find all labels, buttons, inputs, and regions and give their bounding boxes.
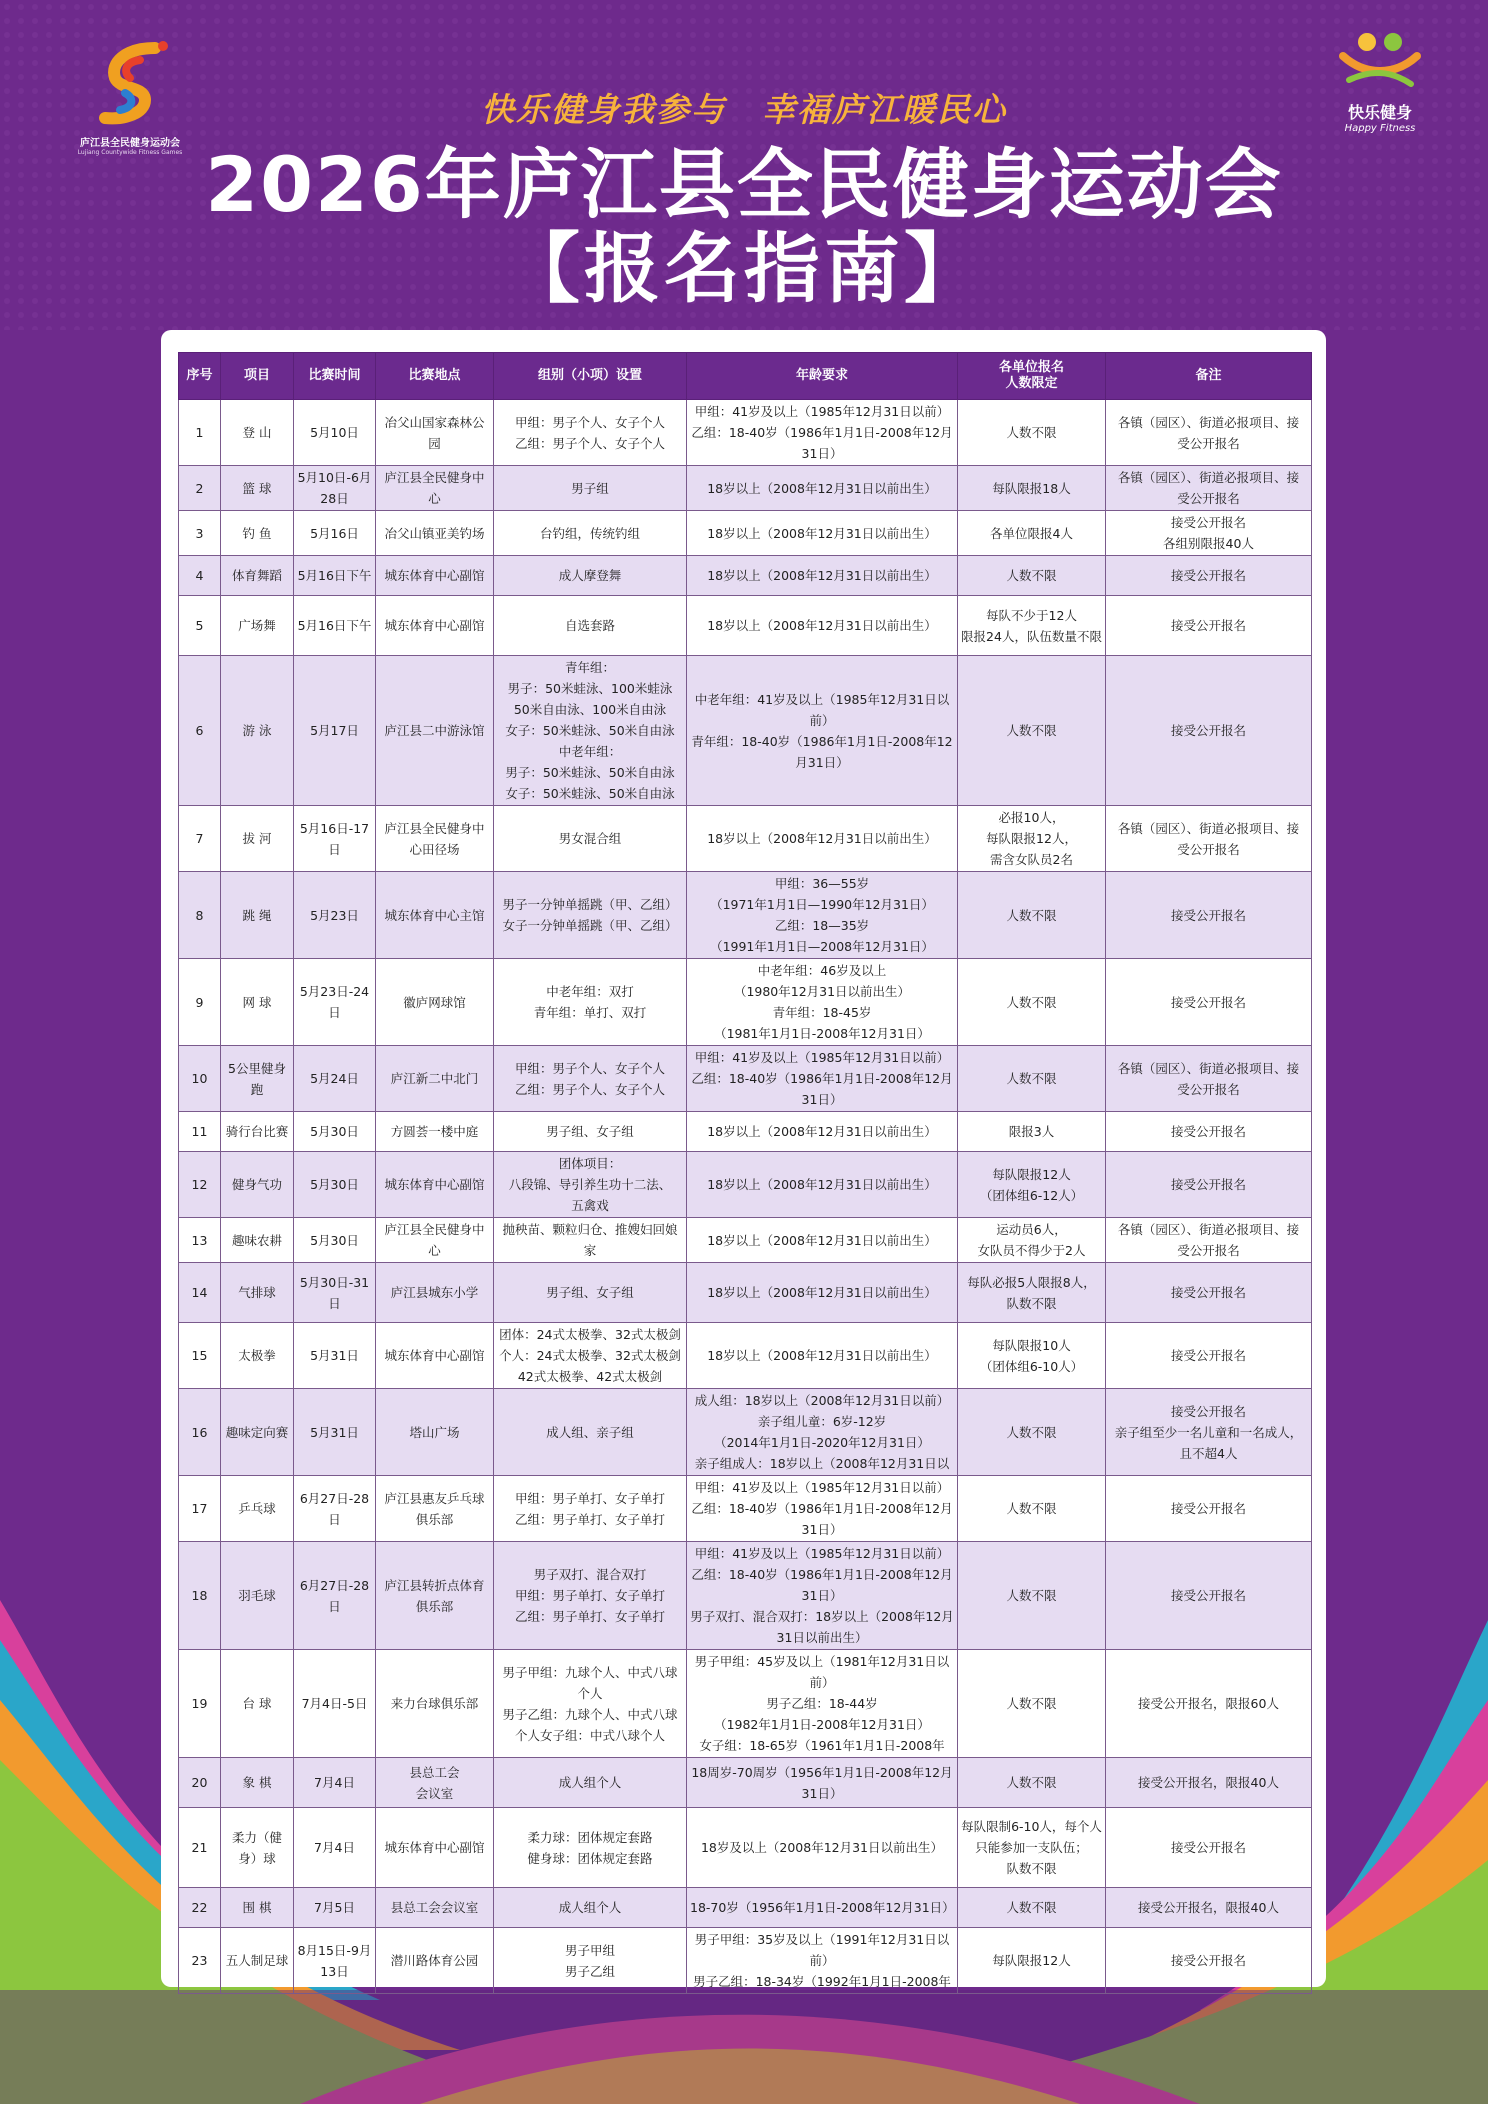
cell-col-age: 甲组：36—55岁 （1971年1月1日—1990年12月31日） 乙组：18—35岁 （1991年1月1日—2008年12月31日） [687,872,958,959]
header-col-venue: 比赛地点 [376,353,494,400]
cell-col-index: 22 [179,1888,221,1928]
cell-col-groups: 团体：24式太极拳、32式太极剑 个人：24式太极拳、32式太极剑 42式太极拳、42式太极剑 [494,1323,687,1389]
games-logo-label: 庐江县全民健身运动会 [80,138,180,149]
cell-col-date: 5月31日 [294,1389,376,1476]
cell-col-groups: 男子组、女子组 [494,1112,687,1152]
cell-col-groups: 甲组：男子单打、女子单打 乙组：男子单打、女子单打 [494,1476,687,1542]
cell-col-venue: 庐江县全民健身中 心田径场 [376,806,494,872]
cell-col-index: 9 [179,959,221,1046]
happy-fitness-label: 快乐健身 [1347,103,1412,122]
cell-col-venue: 城东体育中心副馆 [376,596,494,656]
table-row [179,1888,1312,1928]
cell-col-venue: 徽庐网球馆 [376,959,494,1046]
cell-col-event: 网 球 [221,959,294,1046]
cell-col-event: 乒乓球 [221,1476,294,1542]
cell-col-groups: 甲组：男子个人、女子个人 乙组：男子个人、女子个人 [494,400,687,466]
cell-col-index: 1 [179,400,221,466]
cell-col-age: 18-70岁（1956年1月1日-2008年12月31日） [687,1888,958,1928]
cell-col-notes: 各镇（园区）、街道必报项目、接 受公开报名 [1106,1218,1312,1263]
cell-col-event: 游 泳 [221,656,294,806]
cell-col-venue: 庐江县全民健身中 心 [376,466,494,511]
cell-col-date: 5月30日-31 日 [294,1263,376,1323]
cell-col-quota: 人数不限 [958,1650,1106,1758]
cell-col-event: 五人制足球 [221,1928,294,1994]
cell-col-quota: 人数不限 [958,1046,1106,1112]
cell-col-index: 19 [179,1650,221,1758]
cell-col-groups: 中老年组：双打 青年组：单打、双打 [494,959,687,1046]
cell-col-venue: 城东体育中心副馆 [376,1152,494,1218]
cell-col-notes: 各镇（园区）、街道必报项目、接 受公开报名 [1106,466,1312,511]
cell-col-index: 5 [179,596,221,656]
cell-col-notes: 接受公开报名 [1106,959,1312,1046]
cell-col-quota: 每队限报12人 [958,1928,1106,1994]
cell-col-quota: 人数不限 [958,1389,1106,1476]
cell-col-event: 拔 河 [221,806,294,872]
cell-col-groups: 成人组个人 [494,1888,687,1928]
cell-col-venue: 庐江新二中北门 [376,1046,494,1112]
cell-col-quota: 人数不限 [958,959,1106,1046]
table-header [179,353,1312,400]
cell-col-venue: 城东体育中心副馆 [376,556,494,596]
cell-col-groups: 男子一分钟单摇跳（甲、乙组） 女子一分钟单摇跳（甲、乙组） [494,872,687,959]
cell-col-index: 14 [179,1263,221,1323]
cell-col-index: 12 [179,1152,221,1218]
cell-col-date: 8月15日-9月 13日 [294,1928,376,1994]
cell-col-notes: 接受公开报名 [1106,1542,1312,1650]
cell-col-age: 中老年组：41岁及以上（1985年12月31日以 前） 青年组：18-40岁（1986年1月1日-2008年12 月31日） [687,656,958,806]
cell-col-event: 气排球 [221,1263,294,1323]
table-row [179,806,1312,872]
cell-col-date: 5月16日 [294,511,376,556]
table-row [179,1808,1312,1888]
cell-col-index: 7 [179,806,221,872]
table-row [179,1389,1312,1476]
cell-col-venue: 方圆荟一楼中庭 [376,1112,494,1152]
cell-col-date: 5月30日 [294,1112,376,1152]
cell-col-event: 趣味定向赛 [221,1389,294,1476]
cell-col-age: 18岁以上（2008年12月31日以前出生） [687,556,958,596]
cell-col-quota: 各单位限报4人 [958,511,1106,556]
table-row [179,1928,1312,1994]
cell-col-event: 太极拳 [221,1323,294,1389]
cell-col-age: 18岁以上（2008年12月31日以前出生） [687,1112,958,1152]
cell-col-groups: 柔力球：团体规定套路 健身球：团体规定套路 [494,1808,687,1888]
header-col-notes: 备注 [1106,353,1312,400]
cell-col-date: 7月4日 [294,1808,376,1888]
cell-col-index: 20 [179,1758,221,1808]
header-col-index: 序号 [179,353,221,400]
slogan [0,84,1488,131]
header-col-quota: 各单位报名 人数限定 [958,353,1106,400]
table-header-row [179,353,1312,400]
cell-col-quota: 人数不限 [958,556,1106,596]
cell-col-groups: 台钓组，传统钓组 [494,511,687,556]
cell-col-date: 6月27日-28 日 [294,1542,376,1650]
slogan-left: 快乐健身我参与 [481,90,726,129]
cell-col-venue: 庐江县转折点体育 俱乐部 [376,1542,494,1650]
cell-col-quota: 人数不限 [958,400,1106,466]
cell-col-venue: 城东体育中心主馆 [376,872,494,959]
cell-col-date: 5月31日 [294,1323,376,1389]
cell-col-age: 甲组：41岁及以上（1985年12月31日以前） 乙组：18-40岁（1986年1月1日-2008年12月 31日） [687,1046,958,1112]
cell-col-age: 18岁以上（2008年12月31日以前出生） [687,1323,958,1389]
cell-col-notes: 接受公开报名 [1106,596,1312,656]
cell-col-age: 甲组：41岁及以上（1985年12月31日以前） 乙组：18-40岁（1986年1月1日-2008年12月 31日） 男子双打、混合双打：18岁以上（2008年12月 31日以前出生） [687,1542,958,1650]
cell-col-venue: 潜川路体育公园 [376,1928,494,1994]
table-row [179,656,1312,806]
cell-col-date: 5月16日下午 [294,596,376,656]
cell-col-index: 8 [179,872,221,959]
cell-col-date: 5月16日-17 日 [294,806,376,872]
cell-col-groups: 团体项目： 八段锦、导引养生功十二法、 五禽戏 [494,1152,687,1218]
page-subtitle: 【报名指南】 [504,224,984,313]
cell-col-event: 体育舞蹈 [221,556,294,596]
cell-col-quota: 每队限报12人 （团体组6-12人） [958,1152,1106,1218]
cell-col-quota: 人数不限 [958,872,1106,959]
cell-col-notes: 接受公开报名 [1106,1323,1312,1389]
table-row [179,1112,1312,1152]
cell-col-notes: 接受公开报名 [1106,1808,1312,1888]
cell-col-event: 跳 绳 [221,872,294,959]
table-row [179,1476,1312,1542]
cell-col-index: 15 [179,1323,221,1389]
table-row [179,1650,1312,1758]
cell-col-date: 6月27日-28 日 [294,1476,376,1542]
cell-col-date: 5月17日 [294,656,376,806]
cell-col-date: 5月10日-6月 28日 [294,466,376,511]
table-row [179,1263,1312,1323]
cell-col-venue: 县总工会会议室 [376,1888,494,1928]
cell-col-quota: 每队必报5人限报8人， 队数不限 [958,1263,1106,1323]
cell-col-notes: 接受公开报名 [1106,656,1312,806]
cell-col-venue: 城东体育中心副馆 [376,1323,494,1389]
cell-col-index: 16 [179,1389,221,1476]
cell-col-venue: 城东体育中心副馆 [376,1808,494,1888]
cell-col-index: 17 [179,1476,221,1542]
table-row [179,1323,1312,1389]
cell-col-age: 甲组：41岁及以上（1985年12月31日以前） 乙组：18-40岁（1986年1月1日-2008年12月 31日） [687,1476,958,1542]
table-row [179,1218,1312,1263]
cell-col-quota: 人数不限 [958,1542,1106,1650]
cell-col-notes: 接受公开报名，限报40人 [1106,1758,1312,1808]
cell-col-notes: 接受公开报名 各组别限报40人 [1106,511,1312,556]
cell-col-event: 柔力（健 身）球 [221,1808,294,1888]
cell-col-index: 10 [179,1046,221,1112]
cell-col-age: 甲组：41岁及以上（1985年12月31日以前） 乙组：18-40岁（1986年1月1日-2008年12月 31日） [687,400,958,466]
cell-col-age: 成人组：18岁以上（2008年12月31日以前） 亲子组儿童：6岁-12岁 （2014年1月1日-2020年12月31日） 亲子组成人：18岁以上（2008年12月31日以 [687,1389,958,1476]
cell-col-age: 中老年组：46岁及以上 （1980年12月31日以前出生） 青年组：18-45岁 （1981年1月1日-2008年12月31日） [687,959,958,1046]
cell-col-venue: 县总工会 会议室 [376,1758,494,1808]
cell-col-notes: 接受公开报名 [1106,1152,1312,1218]
cell-col-quota: 每队限报18人 [958,466,1106,511]
cell-col-event: 骑行台比赛 [221,1112,294,1152]
cell-col-age: 男子甲组：45岁及以上（1981年12月31日以 前） 男子乙组：18-44岁 （1982年1月1日-2008年12月31日） 女子组：18-65岁（1961年1月1日-2008年 [687,1650,958,1758]
header-col-date: 比赛时间 [294,353,376,400]
table-row [179,596,1312,656]
header-col-groups: 组别（小项）设置 [494,353,687,400]
cell-col-date: 5月24日 [294,1046,376,1112]
cell-col-groups: 成人组个人 [494,1758,687,1808]
cell-col-quota: 每队限制6-10人，每个人 只能参加一支队伍； 队数不限 [958,1808,1106,1888]
cell-col-date: 5月30日 [294,1218,376,1263]
cell-col-event: 台 球 [221,1650,294,1758]
table-row [179,400,1312,466]
cell-col-groups: 男子双打、混合双打 甲组：男子单打、女子单打 乙组：男子单打、女子单打 [494,1542,687,1650]
cell-col-groups: 甲组：男子个人、女子个人 乙组：男子个人、女子个人 [494,1046,687,1112]
cell-col-notes: 接受公开报名 [1106,872,1312,959]
cell-col-groups: 男子组 [494,466,687,511]
cell-col-event: 广场舞 [221,596,294,656]
cell-col-age: 18岁及以上（2008年12月31日以前出生） [687,1808,958,1888]
cell-col-age: 18周岁-70周岁（1956年1月1日-2008年12月 31日） [687,1758,958,1808]
cell-col-quota: 限报3人 [958,1112,1106,1152]
table-row [179,556,1312,596]
cell-col-notes: 接受公开报名 亲子组至少一名儿童和一名成人， 且不超4人 [1106,1389,1312,1476]
cell-col-venue: 冶父山镇亚美钓场 [376,511,494,556]
cell-col-venue: 来力台球俱乐部 [376,1650,494,1758]
cell-col-notes: 接受公开报名 [1106,1928,1312,1994]
cell-col-quota: 每队限报10人 （团体组6-10人） [958,1323,1106,1389]
cell-col-date: 5月16日下午 [294,556,376,596]
cell-col-index: 23 [179,1928,221,1994]
cell-col-venue: 庐江县城东小学 [376,1263,494,1323]
cell-col-event: 围 棋 [221,1888,294,1928]
cell-col-index: 13 [179,1218,221,1263]
cell-col-venue: 冶父山国家森林公 园 [376,400,494,466]
cell-col-notes: 接受公开报名 [1106,1263,1312,1323]
cell-col-event: 登 山 [221,400,294,466]
cell-col-quota: 每队不少于12人 限报24人，队伍数量不限 [958,596,1106,656]
table-row [179,1542,1312,1650]
cell-col-groups: 成人摩登舞 [494,556,687,596]
cell-col-quota: 人数不限 [958,1888,1106,1928]
cell-col-date: 5月30日 [294,1152,376,1218]
cell-col-date: 5月23日 [294,872,376,959]
cell-col-quota: 人数不限 [958,656,1106,806]
games-logo-sublabel: Lujiang Countywide Fitness Games [77,149,183,156]
cell-col-notes: 各镇（园区）、街道必报项目、接 受公开报名 [1106,806,1312,872]
cell-col-groups: 男女混合组 [494,806,687,872]
cell-col-event: 象 棋 [221,1758,294,1808]
cell-col-index: 11 [179,1112,221,1152]
cell-col-groups: 自选套路 [494,596,687,656]
cell-col-age: 18岁以上（2008年12月31日以前出生） [687,1263,958,1323]
cell-col-quota: 运动员6人， 女队员不得少于2人 [958,1218,1106,1263]
page-title: 2026年庐江县全民健身运动会 [205,140,1283,229]
cell-col-event: 钓 鱼 [221,511,294,556]
cell-col-notes: 接受公开报名 [1106,1112,1312,1152]
cell-col-groups: 抛秧苗、颗粒归仓、推嫂妇回娘 家 [494,1218,687,1263]
cell-col-notes: 接受公开报名，限报40人 [1106,1888,1312,1928]
cell-col-groups: 成人组、亲子组 [494,1389,687,1476]
cell-col-age: 男子甲组：35岁及以上（1991年12月31日以 前） 男子乙组：18-34岁（1992年1月1日-2008年 [687,1928,958,1994]
cell-col-date: 5月23日-24 日 [294,959,376,1046]
table-row [179,872,1312,959]
cell-col-age: 18岁以上（2008年12月31日以前出生） [687,1218,958,1263]
cell-col-index: 3 [179,511,221,556]
table-row [179,1046,1312,1112]
slogan-right: 幸福庐江暖民心 [762,90,1007,129]
table-row [179,1152,1312,1218]
cell-col-index: 4 [179,556,221,596]
cell-col-event: 5公里健身 跑 [221,1046,294,1112]
cell-col-groups: 男子甲组：九球个人、中式八球 个人 男子乙组：九球个人、中式八球 个人女子组：中式八球个人 [494,1650,687,1758]
cell-col-quota: 人数不限 [958,1476,1106,1542]
table-row [179,959,1312,1046]
cell-col-date: 7月5日 [294,1888,376,1928]
cell-col-index: 18 [179,1542,221,1650]
cell-col-venue: 庐江县全民健身中 心 [376,1218,494,1263]
cell-col-groups: 青年组： 男子：50米蛙泳、100米蛙泳 50米自由泳、100米自由泳 女子：50米蛙泳、50米自由泳 中老年组： 男子：50米蛙泳、50米自由泳 女子：50米蛙泳、50米自由泳 [494,656,687,806]
cell-col-venue: 庐江县二中游泳馆 [376,656,494,806]
cell-col-venue: 庐江县惠友乒乓球 俱乐部 [376,1476,494,1542]
cell-col-age: 18岁以上（2008年12月31日以前出生） [687,466,958,511]
cell-col-index: 21 [179,1808,221,1888]
table-row [179,466,1312,511]
cell-col-index: 2 [179,466,221,511]
header-col-event: 项目 [221,353,294,400]
cell-col-notes: 接受公开报名 [1106,1476,1312,1542]
cell-col-event: 羽毛球 [221,1542,294,1650]
cell-col-index: 6 [179,656,221,806]
cell-col-quota: 必报10人， 每队限报12人， 需含女队员2名 [958,806,1106,872]
cell-col-venue: 塔山广场 [376,1389,494,1476]
cell-col-groups: 男子组、女子组 [494,1263,687,1323]
cell-col-notes: 接受公开报名，限报60人 [1106,1650,1312,1758]
table-row [179,511,1312,556]
cell-col-event: 趣味农耕 [221,1218,294,1263]
happy-fitness-sublabel: Happy Fitness [1344,123,1416,134]
cell-col-date: 5月10日 [294,400,376,466]
cell-col-date: 7月4日-5日 [294,1650,376,1758]
cell-col-quota: 人数不限 [958,1758,1106,1808]
table-row [179,1758,1312,1808]
cell-col-event: 篮 球 [221,466,294,511]
cell-col-notes: 接受公开报名 [1106,556,1312,596]
cell-col-event: 健身气功 [221,1152,294,1218]
header-col-age: 年龄要求 [687,353,958,400]
cell-col-notes: 各镇（园区）、街道必报项目、接 受公开报名 [1106,1046,1312,1112]
cell-col-date: 7月4日 [294,1758,376,1808]
cell-col-age: 18岁以上（2008年12月31日以前出生） [687,596,958,656]
cell-col-age: 18岁以上（2008年12月31日以前出生） [687,511,958,556]
cell-col-age: 18岁以上（2008年12月31日以前出生） [687,806,958,872]
registration-table [178,352,1312,1994]
cell-col-groups: 男子甲组 男子乙组 [494,1928,687,1994]
cell-col-age: 18岁以上（2008年12月31日以前出生） [687,1152,958,1218]
cell-col-notes: 各镇（园区）、街道必报项目、接 受公开报名 [1106,400,1312,466]
table-body [179,400,1312,1994]
